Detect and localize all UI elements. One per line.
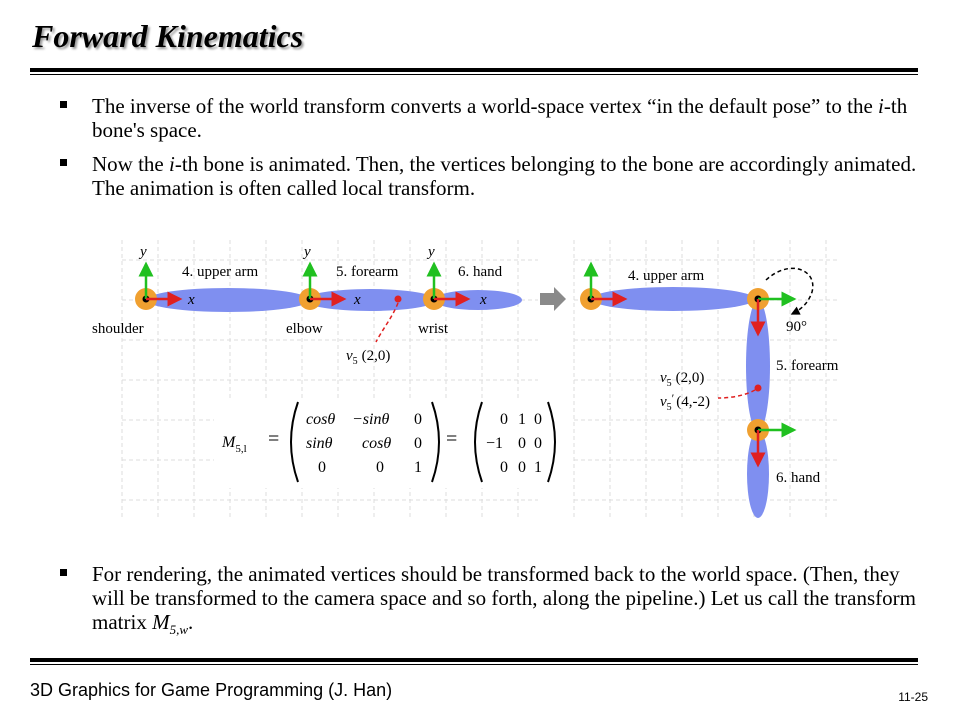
matrix-cell: 0 — [534, 411, 542, 428]
matrix-cell: 0 — [318, 459, 326, 476]
bullet-italic: i — [169, 152, 175, 176]
rotation-angle-label: 90° — [786, 319, 807, 335]
matrix-cell: 1 — [414, 459, 422, 476]
matrix-cell: −sinθ — [352, 411, 390, 428]
axis-x-label: x — [354, 292, 361, 308]
matrix-cell: 0 — [534, 435, 542, 452]
bone-label-upper-arm: 4. upper arm — [182, 264, 259, 280]
vertex-v5-prime-label: $v_5'$ (4,-2) — [660, 391, 711, 413]
bullet-text: For rendering, the animated vertices should be transformed back to the world space. (Then, they will be transformed to the camera space and so forth, along the pipeline.) Let us call the transform matrix — [92, 562, 916, 634]
bullet-text: -th bone is animated. Then, the vertices belonging to the bone are accordingly animated. The animation is often called local transform. — [92, 152, 917, 200]
vertex-v5-label: $v_5$ (2,0) — [660, 370, 705, 389]
bullet-text: The inverse of the world transform converts a world-space vertex “in the default pose” to the — [92, 94, 879, 118]
bone-label-forearm: 5. forearm — [776, 358, 839, 374]
joint-label-elbow: elbow — [286, 321, 323, 337]
bullet-end: . — [188, 610, 194, 634]
matrix-cell: 1 — [534, 459, 542, 476]
matrix-cell: 1 — [518, 411, 526, 428]
matrix-symbol: M — [152, 610, 170, 634]
bullet-text: -th bone's space. — [92, 94, 908, 142]
footer-text: 3D Graphics for Game Programming (J. Han) — [30, 680, 393, 700]
equals-sign: = — [446, 428, 458, 450]
axis-x-label: x — [480, 292, 487, 308]
matrix-cell: 0 — [518, 435, 526, 452]
transition-arrow-icon — [540, 287, 566, 311]
matrix-subscript: 5,w — [169, 622, 188, 638]
bone-label-forearm: 5. forearm — [336, 264, 399, 280]
axis-x-label: x — [188, 292, 195, 308]
joint-label-wrist: wrist — [418, 321, 448, 337]
matrix-cell: 0 — [414, 411, 422, 428]
footer-rule — [30, 658, 918, 662]
bullet-item — [60, 562, 920, 642]
rotation-arrow-icon — [766, 268, 813, 314]
matrix-lhs: $M_{5,l}$ — [222, 434, 247, 455]
vertex-v5-prime — [755, 385, 762, 392]
bone-label-upper-arm: 4. upper arm — [628, 268, 705, 284]
footer-rule-thin — [30, 664, 918, 665]
bullet-text: Now the — [92, 152, 169, 176]
joint-label-shoulder: shoulder — [92, 321, 144, 337]
matrix-cell: 0 — [518, 459, 526, 476]
bone-label-hand: 6. hand — [776, 470, 821, 486]
matrix-cell: 0 — [500, 459, 508, 476]
vertex-v5-label: $v_5$ (2,0) — [346, 348, 391, 367]
bullet-italic: i — [878, 94, 884, 118]
matrix-cell: cosθ — [362, 435, 392, 452]
matrix-cell: 0 — [500, 411, 508, 428]
slide-title: Forward Kinematics — [32, 18, 304, 54]
matrix-cell: −1 — [486, 435, 504, 452]
bullet-square-icon — [60, 569, 67, 576]
axis-y-label: y — [140, 244, 147, 260]
matrix-cell: 0 — [414, 435, 422, 452]
bone-label-hand: 6. hand — [458, 264, 503, 280]
matrix-cell: cosθ — [306, 411, 336, 428]
vertex-v5 — [395, 296, 402, 303]
equals-sign: = — [268, 428, 280, 450]
axis-y-label: y — [304, 244, 311, 260]
bullet-list-bottom — [60, 562, 920, 652]
page-number: 11-25 — [898, 690, 928, 704]
axis-y-label: y — [428, 244, 435, 260]
matrix-cell: sinθ — [306, 435, 333, 452]
matrix-cell: 0 — [376, 459, 384, 476]
